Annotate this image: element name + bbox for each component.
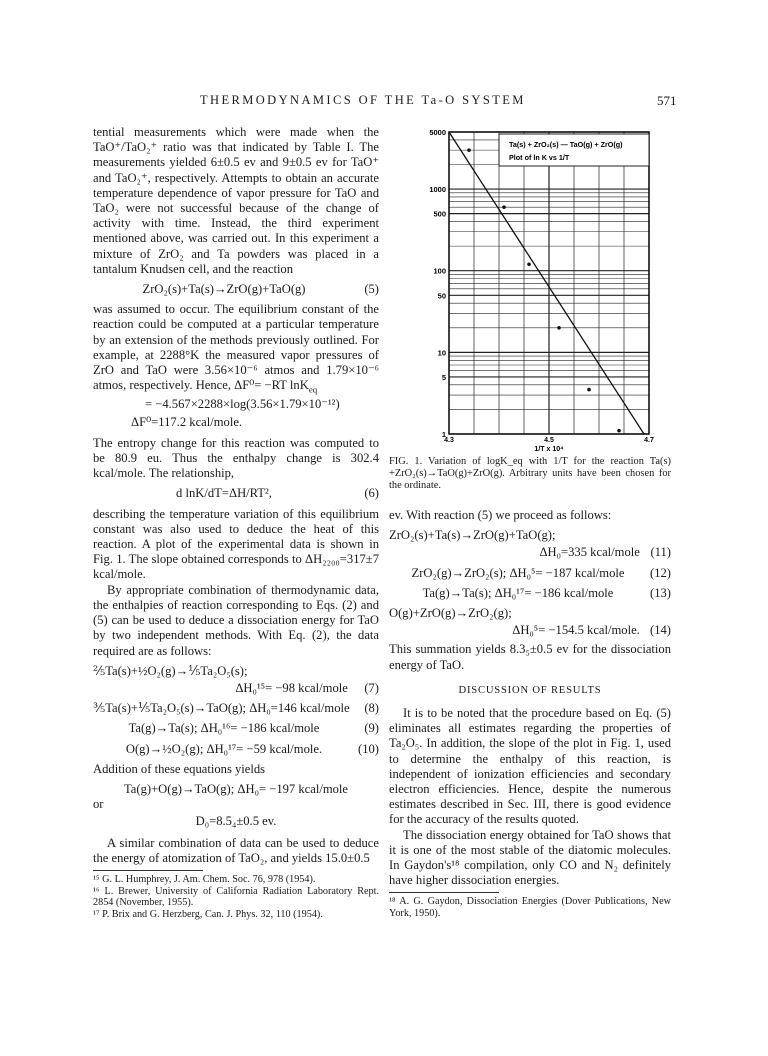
equation-text: ZrO₂(s)+Ta(s)→ZrO(g)+TaO(g): [142, 282, 306, 297]
equation-14a: O(g)+ZrO(g)→ZrO₂(g);: [389, 606, 512, 621]
paragraph: It is to be noted that the procedure based on Eq. (5) eliminates all estimates regarding the properties of Ta₂O₅. In addition, the slope of the plot in Fig. 1, used to determine the enthalpy of this reaction, is independent of ionization efficiencies and secondary electron efficiencies. Hence, despite the numerous estimates described in Sec. III, there is good evidence for the accuracy of the results quoted.: [389, 706, 671, 827]
equation-7a: ⅖Ta(s)+½O₂(g)→⅕Ta₂O₅(s);: [93, 663, 248, 678]
equation-text: ZrO₂(g)→ZrO₂(s); ΔH₀⁵= −187 kcal/mole: [411, 565, 625, 580]
equation-13: [389, 586, 671, 601]
footnote-rule: [389, 892, 499, 893]
equation-14b: [389, 623, 671, 638]
legend-line-2: Plot of ln K vs 1/T: [509, 153, 570, 162]
section-heading: DISCUSSION OF RESULTS: [458, 684, 602, 696]
y-tick-label: 5000: [429, 128, 446, 137]
x-axis-label: 1/T x 10⁴: [534, 446, 564, 453]
equation-number: (9): [364, 721, 379, 736]
left-column: [93, 125, 379, 920]
equation-text: d lnK/dT=ΔH/RT²,: [176, 486, 272, 501]
chart-marks: [449, 132, 644, 434]
or-word: or: [93, 797, 104, 812]
paragraph: describing the temperature variation of this equilibrium constant was also used to deduce the heat of this reaction. A plot of the experimental data is shown in Fig. 1. The slope obtained corresponds to ΔH₂₂₀₀=317±7 kcal/mole.: [93, 506, 379, 582]
equation-12: [389, 566, 671, 581]
paragraph: A similar combination of data can be used to deduce the energy of atomization of TaO₂, and yields 15.0±0.5: [93, 835, 379, 865]
footnote-rule: [93, 870, 203, 871]
equation-8: [93, 701, 379, 716]
calc-line-2: ΔF⁰=117.2 kcal/mole.: [131, 414, 243, 429]
y-tick-label: 50: [437, 291, 446, 301]
x-tick-label: 4.7: [644, 437, 654, 444]
paragraph: The entropy change for this reaction was computed to be 80.9 eu. Thus the enthalpy change is 302.4 kcal/mole. The relationship,: [93, 435, 379, 481]
header-title: THERMODYNAMICS OF THE Ta-O SYSTEM: [200, 93, 526, 107]
fit-line: [449, 132, 644, 434]
sum-equation: Ta(g)+O(g)→TaO(g); ΔH₀= −197 kcal/mole: [123, 781, 349, 796]
y-tick-label: 1000: [429, 185, 446, 195]
legend-line-1: Ta(s) + ZrO₂(s) — TaO(g) + ZrO(g): [509, 140, 623, 149]
equation-number: (7): [364, 680, 379, 695]
equation-text: Ta(g)→Ta(s); ΔH₀¹⁶= −186 kcal/mole: [128, 721, 320, 736]
figure-caption: FIG. 1. Variation of logK_eq with 1/T for the reaction Ta(s) +ZrO₂(s)→TaO(g)+ZrO(g). Arbitrary units have been chosen for the ordinate.: [389, 456, 671, 491]
x-tick-label: 4.3: [444, 437, 454, 444]
x-tick-label: 4.5: [544, 437, 554, 444]
right-column: [389, 508, 671, 920]
equation-5: [93, 282, 379, 297]
chart-ticks: [429, 128, 654, 453]
y-tick-label: 500: [433, 209, 446, 219]
equation-text: ΔH₀=335 kcal/mole: [539, 545, 640, 560]
paragraph: The dissociation energy obtained for TaO shows that it is one of the most stable of the diatomic molecules. In Gaydon's¹⁸ compilation, only CO and N₂ definitely have higher dissociation energies.: [389, 827, 671, 888]
footnote-15: ¹⁵ G. L. Humphrey, J. Am. Chem. Soc. 76, 978 (1954).: [93, 873, 316, 885]
equation-text: O(g)→½O₂(g); ΔH₀¹⁷= −59 kcal/mole.: [125, 741, 323, 756]
dissociation-result: D₀=8.5₄±0.5 ev.: [195, 814, 277, 829]
y-tick-label: 100: [433, 266, 446, 276]
equation-text: ΔH₀⁵= −154.5 kcal/mole.: [512, 623, 640, 638]
footnote-18: ¹⁸ A. G. Gaydon, Dissociation Energies (Dover Publications, New York, 1950).: [389, 896, 671, 920]
equation-6: [93, 486, 379, 501]
paragraph: ev. With reaction (5) we proceed as follows:: [389, 508, 612, 522]
paragraph: Addition of these equations yields: [93, 761, 266, 776]
equation-number: (5): [364, 282, 379, 297]
equation-number: (13): [650, 585, 671, 600]
page-number: 571: [657, 93, 677, 108]
y-tick-label: 5: [441, 372, 446, 382]
equation-text: ΔH₀¹⁵= −98 kcal/mole: [235, 680, 348, 695]
equation-number: (10): [358, 741, 379, 756]
equation-number: (12): [650, 565, 671, 580]
data-point: [557, 326, 561, 330]
data-point: [617, 429, 621, 433]
equation-9: [93, 721, 379, 736]
equation-number: (14): [650, 623, 671, 638]
paragraph: This summation yields 8.3₅±0.5 ev for the dissociation energy of TaO.: [389, 642, 671, 672]
data-point: [587, 388, 591, 392]
equation-number: (8): [364, 701, 379, 716]
figure-1: [389, 122, 671, 472]
equation-text: Ta(g)→Ta(s); ΔH₀¹⁷= −186 kcal/mole: [422, 585, 614, 600]
calc-line-1: = −4.567×2288×log(3.56×1.79×10⁻¹²): [145, 397, 340, 412]
paragraph: tential measurements which were made when the TaO⁺/TaO₂⁺ ratio was that indicated by Table I. The measurements yielded 6±0.5 ev and 9±0.5 ev for TaO⁺ and TaO₂⁺, respectively. Attempts to obtain an accurate temperature dependence of vapor pressure for TaO and TaO₂ were not successful because of the change of activity with time. Instead, the third experiment mentioned above, was carried out. In this experiment a mixture of ZrO₂ and Ta powders was placed in a tantalum Knudsen cell, and the reaction: [93, 125, 379, 276]
chart-svg: [389, 122, 671, 457]
footnote-16: ¹⁶ L. Brewer, University of California Radiation Laboratory Rept. 2854 (November, 1955).: [93, 885, 379, 909]
equation-7b: [93, 681, 379, 696]
paragraph-text: was assumed to occur. The equilibrium constant of the reaction could be computed at a particular temperature by an extension of the methods previously outlined. For example, at 2288°K the measured vapor pressures of ZrO and TaO were 3.56×10⁻⁶ atmos and 1.79×10⁻⁶ atmos, respectively. Hence, ΔF⁰= −RT lnK: [93, 302, 379, 393]
y-tick-label: 10: [437, 348, 446, 358]
equation-text: ⅗Ta(s)+⅕Ta₂O₅(s)→TaO(g); ΔH₀=146 kcal/mole: [93, 701, 350, 716]
paragraph: By appropriate combination of thermodynamic data, the enthalpies of reaction corresponding to Eqs. (2) and (5) can be used to deduce a dissociation energy for TaO by two independent methods. With Eq. (2), the data required are as follows:: [93, 582, 379, 658]
subscript: eq: [308, 384, 318, 395]
data-point: [502, 205, 506, 209]
equation-11b: [389, 545, 671, 560]
equation-10: [93, 742, 379, 757]
y-tick-label: 1: [441, 430, 446, 439]
footnote-17: ¹⁷ P. Brix and G. Herzberg, Can. J. Phys. 32, 110 (1954).: [93, 908, 323, 920]
data-point: [467, 148, 471, 152]
equation-number: (11): [650, 545, 671, 560]
equation-number: (6): [364, 486, 379, 501]
paragraph: [93, 302, 379, 393]
data-point: [527, 262, 531, 266]
equation-11a: ZrO₂(s)+Ta(s)→ZrO(g)+TaO(g);: [389, 528, 556, 543]
